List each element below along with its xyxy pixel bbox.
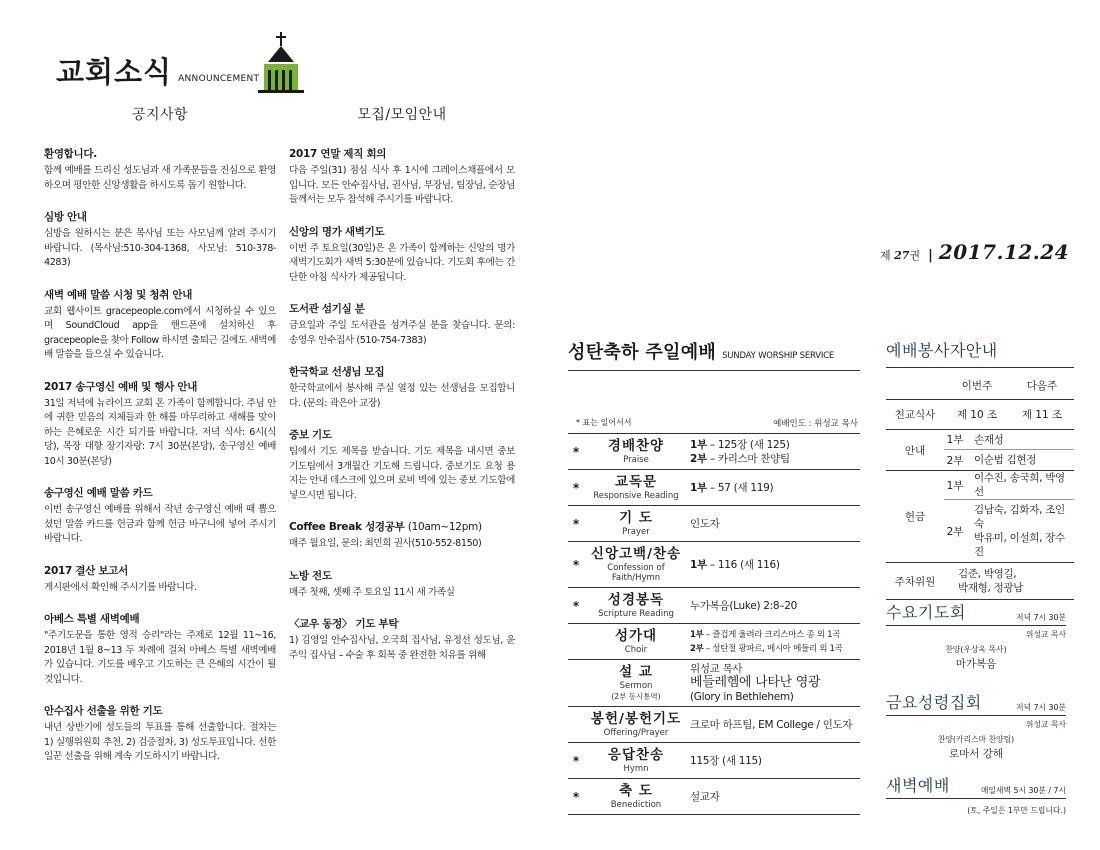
service-friday: 금요성령집회 저녁 7시 30분 위성교 목사 찬양(카리스마 찬양팀) 로마서 강해 bbox=[886, 690, 1066, 761]
servers-header-row: 이번주 다음주 bbox=[886, 368, 1074, 400]
issue-date: 2017.12.24 bbox=[938, 240, 1070, 264]
worship-item-detail bbox=[688, 599, 860, 613]
notice-item: 새벽 예배 말씀 시청 및 청취 안내 교회 웹사이트 gracepeople.com에서 시청하실 수 있으며 SoundCloud app을 핸드폰에 설치하신 후 gracepeople을 찾아 Follow 하시면 출퇴근 길에도 새벽예배 말씀을 들으실 수 있습니다. bbox=[44, 288, 276, 360]
detail-text: 위성교 목사 bbox=[690, 663, 743, 675]
page-header bbox=[56, 55, 260, 89]
servers-title: 예배봉사자안내 bbox=[886, 338, 1074, 368]
worship-header bbox=[568, 338, 860, 371]
recruit-heading: 모집/모임안내 bbox=[357, 107, 447, 123]
worship-item-ko: 성가대 bbox=[614, 628, 658, 644]
recruit-item: 신앙의 명가 새벽기도 이번 주 토요일(30일)은 온 가족이 함께하는 신앙의 명가 새벽기도회가 새벽 5:30분에 있습니다. 기도회 후에는 간단한 아침 식사가 제공됩니다. bbox=[289, 225, 515, 283]
worship-detail-line bbox=[690, 517, 860, 531]
worship-item bbox=[568, 707, 860, 743]
detail-text: – 즐겁게 울려라 크리스마스 종 외 1곡 bbox=[703, 629, 841, 640]
servers-row-ushers: 안내 1부 손재성 2부 이순범 김현정 bbox=[886, 430, 1074, 471]
worship-item bbox=[568, 588, 860, 624]
worship-item-en: Choir bbox=[624, 645, 648, 655]
worship-item-en: Praise bbox=[623, 455, 649, 465]
worship-item-en: Prayer bbox=[622, 527, 650, 537]
detail-text: 크로마 하프팀, EM College / 인도자 bbox=[690, 718, 853, 731]
notice-item: 아베스 특별 새벽예배 "주기도문을 통한 영적 승리"라는 주제로 12월 11~16, 2018년 1월 8~13 두 차례에 걸쳐 아베스 특별 새벽예배가 있습니다. 기도를 배우고 기도하는 큰 은혜의 시간이 될 것입니다. bbox=[44, 613, 276, 685]
detail-text: – 116 (새 116) bbox=[706, 558, 780, 571]
notice-item: 2017 송구영신 예배 및 행사 안내 31일 저녁에 뉴라이프 교회 온 가족이 함께합니다. 주님 안에 귀한 믿음의 지체들과 한 해를 마무리하고 새해를 맞이하는 은혜로운 시간 되기를 바랍니다. 저녁 식사: 6시(식당), 목장 대항 장기자랑: 7시 30분(본당), 송구영신 예배 10시 30분(본당) bbox=[44, 380, 276, 467]
detail-text: – 57 (새 119) bbox=[706, 481, 774, 494]
worship-item bbox=[568, 506, 860, 542]
worship-item-en: Benediction bbox=[610, 800, 662, 810]
issue-volume: 제 27권 bbox=[880, 249, 921, 262]
worship-detail-line bbox=[690, 718, 860, 732]
worship-item-ko: 신앙고백/찬송 bbox=[590, 546, 682, 562]
recruit-item: 한국학교 선생님 모집 한국학교에서 봉사해 주실 열정 있는 선생님을 모집합니다. (문의: 곽은아 교장) bbox=[289, 366, 515, 409]
worship-item-name bbox=[584, 624, 688, 659]
detail-text: 누가복음(Luke) 2:8–20 bbox=[690, 599, 797, 612]
worship-item-ko: 봉헌/봉헌기도 bbox=[590, 711, 682, 727]
worship-item bbox=[568, 779, 860, 815]
worship-detail-line bbox=[690, 662, 860, 676]
worship-item-detail bbox=[688, 517, 860, 531]
worship-item-en: Hymn bbox=[623, 764, 649, 774]
page-subtitle: ANNOUNCEMENT bbox=[178, 74, 260, 84]
recruit-column bbox=[289, 104, 515, 679]
worship-item-detail bbox=[688, 754, 860, 768]
worship-item bbox=[568, 743, 860, 779]
service-wednesday: 수요기도회 저녁 7시 30분 위성교 목사 찬양(우상욱 목사) 마가복음 bbox=[886, 600, 1066, 671]
detail-text: 베들레헴에 나타난 영광 bbox=[690, 675, 821, 690]
part-label: 1부 bbox=[690, 558, 707, 571]
worship-item-en: Offering/Prayer bbox=[603, 728, 669, 738]
recruit-item: 〈교우 동정〉 기도 부탁 1) 김영일 안수집사님, 오국희 집사님, 유정선 성도님, 윤주익 집사님 – 수술 후 회복 중 완전한 치유를 위해 bbox=[289, 618, 515, 661]
recruit-item: 노방 전도 매주 첫째, 셋째 주 토요일 11시 새 가족실 bbox=[289, 569, 455, 598]
worship-item-ko: 성경봉독 bbox=[607, 592, 665, 608]
stand-marker: * bbox=[572, 598, 580, 613]
worship-item-ko: 응답찬송 bbox=[607, 747, 665, 763]
notice-item: 2017 결산 보고서 게시판에서 확인해 주시기를 바랍니다. bbox=[44, 564, 197, 593]
issue-info bbox=[880, 240, 1069, 264]
worship-item-en: Responsive Reading bbox=[593, 491, 679, 501]
servers-row-parking: 주차위원 김준, 박영길, 박재형, 정광남 bbox=[886, 563, 1074, 600]
service-dawn: 새벽예배 매일새벽 5시 30분 / 7시 (토, 주일은 1부만 드립니다.) bbox=[886, 773, 1066, 816]
worship-detail-line bbox=[690, 599, 860, 613]
worship-item-name bbox=[584, 588, 688, 623]
worship-detail-line bbox=[690, 642, 860, 656]
part-label: 1부 bbox=[690, 438, 707, 451]
worship-item bbox=[568, 624, 860, 660]
worship-item bbox=[568, 542, 860, 588]
detail-text: 115장 (새 115) bbox=[690, 754, 762, 767]
worship-item-en: Confession of Faith/Hymn bbox=[607, 563, 665, 583]
stand-marker: * bbox=[572, 789, 580, 804]
detail-text: – 성탄절 팡파르, 메시아 메들리 외 1곡 bbox=[703, 643, 843, 654]
part-label: 1부 bbox=[690, 481, 707, 494]
notices-heading: 공지사항 bbox=[131, 107, 189, 123]
stand-marker: * bbox=[572, 753, 580, 768]
worship-item-name bbox=[584, 779, 688, 814]
worship-detail-line bbox=[690, 790, 860, 804]
worship-item-ko: 축 도 bbox=[619, 783, 653, 799]
servers-row-offering: 헌금 1부 이수진, 송국희, 박영선 2부 김남숙, 김화자, 조인숙 박유미, 이설희, 장수진 bbox=[886, 471, 1074, 563]
worship-item-detail bbox=[688, 438, 860, 466]
worship-item-name bbox=[584, 707, 688, 742]
church-icon bbox=[258, 32, 304, 94]
worship-order bbox=[568, 338, 860, 815]
recruit-item: 2017 연말 제직 회의 다음 주일(31) 점심 식사 후 1시에 그레이스채플에서 모입니다. 모든 안수집사님, 권사님, 부장님, 팀장님, 순장님들께서는 모두 참석해 주시기를 바랍니다. bbox=[289, 148, 515, 205]
worship-item-detail bbox=[688, 718, 860, 732]
recruit-item: 중보 기도 팀에서 기도 제목을 받습니다. 기도 제목을 내시면 중보 기도팀에서 3개월간 기도해 드립니다. 중보기도 요청 용지는 안내 데스크에 있으며 로비 벽에 있는 중보 기도함에 넣으시면 됩니다. bbox=[289, 429, 515, 501]
detail-text: 설교자 bbox=[690, 790, 720, 803]
detail-text: – 카리스마 찬양팀 bbox=[706, 452, 790, 465]
worship-item-name bbox=[584, 434, 688, 469]
stand-marker: * bbox=[572, 444, 580, 459]
worship-detail-line bbox=[690, 628, 860, 642]
worship-detail-line bbox=[690, 481, 860, 495]
servers-row-greeters: 친교식사 제 10 조 제 11 조 bbox=[886, 400, 1074, 430]
worship-item-detail bbox=[688, 558, 860, 572]
worship-detail-line bbox=[690, 438, 860, 452]
stand-marker: * bbox=[572, 557, 580, 572]
worship-list bbox=[568, 433, 860, 815]
worship-item-ko: 기 도 bbox=[619, 510, 653, 526]
notice-item: 송구영신 예배 말씀 카드 이번 송구영신 예배를 위해서 작년 송구영신 예배 때 뽑으셨던 말씀 카드를 헌금과 함께 헌금 바구니에 넣어 주시기 바랍니다. bbox=[44, 487, 276, 544]
worship-title: 성탄축하 주일예배 bbox=[568, 342, 717, 363]
detail-text: – 125장 (새 125) bbox=[706, 438, 790, 451]
servers-table bbox=[886, 338, 1074, 600]
detail-text: (Glory in Bethlehem) bbox=[690, 691, 794, 703]
notice-item: 환영합니다. 함께 예배를 드리신 성도님과 새 가족분들을 진심으로 환영하오며 평안한 신앙생활을 하시도록 돕기 원합니다. bbox=[44, 148, 276, 191]
part-label: 2부 bbox=[690, 452, 707, 465]
worship-item bbox=[568, 470, 860, 506]
worship-item-name bbox=[584, 542, 688, 587]
notice-item: 심방 안내 심방을 원하시는 분은 목사님 또는 사모님께 알려 주시기 바랍니다. (목사님:510-304-1368, 사모님: 510-378-4283) bbox=[44, 211, 276, 268]
notices-column bbox=[44, 104, 276, 781]
worship-detail-line bbox=[690, 690, 860, 704]
recruit-item: Coffee Break 성경공부 (10am~12pm) 매주 월요일, 문의: 최민희 권사(510-552-8150) bbox=[289, 521, 482, 549]
worship-detail-line bbox=[690, 558, 860, 572]
stand-marker: * bbox=[572, 480, 580, 495]
part-label: 2부 bbox=[690, 643, 704, 654]
worship-detail-line bbox=[690, 754, 860, 768]
worship-item-note: (2부 동시통역) bbox=[611, 692, 661, 701]
worship-meta: * 표는 일어서서 예배인도 : 위성교 목사 bbox=[576, 418, 858, 429]
worship-item-name bbox=[584, 506, 688, 541]
worship-item-en: Sermon bbox=[619, 681, 653, 691]
worship-item-ko: 설 교 bbox=[619, 664, 653, 680]
worship-detail-line bbox=[690, 452, 860, 466]
worship-item-detail bbox=[688, 481, 860, 495]
worship-subtitle: SUNDAY WORSHIP SERVICE bbox=[722, 351, 835, 361]
worship-item-ko: 경배찬양 bbox=[607, 438, 665, 454]
part-label: 1부 bbox=[690, 629, 704, 640]
worship-item bbox=[568, 660, 860, 707]
page-title: 교회소식 bbox=[56, 55, 173, 89]
worship-item-name bbox=[584, 743, 688, 778]
worship-item-detail bbox=[688, 790, 860, 804]
stand-marker: * bbox=[572, 516, 580, 531]
worship-detail-line bbox=[690, 676, 860, 690]
divider: | bbox=[928, 248, 933, 263]
worship-item-detail bbox=[688, 628, 860, 656]
worship-item-detail bbox=[688, 662, 860, 704]
worship-item bbox=[568, 434, 860, 470]
worship-item-ko: 교독문 bbox=[614, 474, 658, 490]
recruit-item: 도서관 섬기실 분 금요일과 주일 도서관을 섬겨주실 분을 찾습니다. 문의: 송영우 안수집사 (510-754-7383) bbox=[289, 303, 515, 346]
notice-item: 안수집사 선출을 위한 기도 내년 상반기에 성도들의 투표를 통해 선출합니다. 절차는 1) 실행위원회 추천, 2) 검증절차, 3) 성도투표입니다. 선한 일꾼 선출을 위해 계속 기도하시기 바랍니다. bbox=[44, 705, 276, 762]
worship-item-en: Scripture Reading bbox=[598, 609, 674, 619]
worship-item-name bbox=[584, 470, 688, 505]
worship-item-name bbox=[584, 660, 688, 706]
detail-text: 인도자 bbox=[690, 517, 720, 530]
